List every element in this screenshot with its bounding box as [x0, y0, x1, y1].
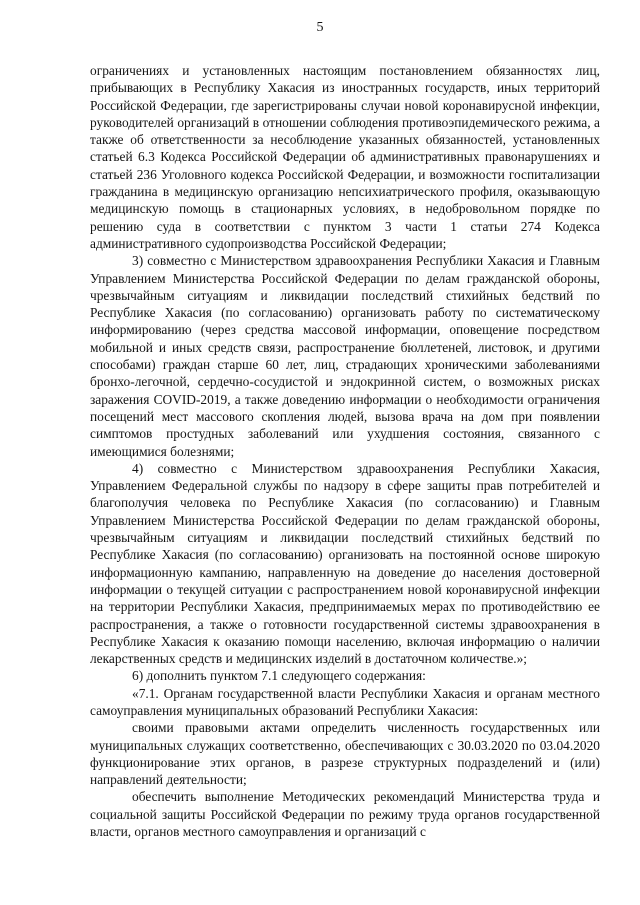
paragraph-obligations-continuation: ограничениях и установленных настоящим постановлением обязанностях лиц, прибывающих в Республику Хакасия из иностранных государств, иных территорий Российской Федерации, где зарегистрированы случаи новой коронавирусной инфекции, руководителей организаций в отношении соблюдения противоэпидемического режима, а также об ответственности за несоблюдение указанных обязанностей, установленных статьей 6.3 Кодекса Российской Федерации об административных правонарушениях и статьей 236 Уголовного кодекса Российской Федерации, и возможности госпитализации гражданина в медицинскую организацию непсихиатрического профиля, оказывающую медицинскую помощь в стационарных условиях, в недобровольном порядке по решению суда в соответствии с пунктом 3 части 1 статьи 274 Кодекса административного судопроизводства Российской Федерации;: [90, 63, 600, 251]
paragraph-point-7-1: «7.1. Органам государственной власти Республики Хакасия и органам местного самоуправления муниципальных образований Республики Хакасия:: [90, 685, 600, 718]
paragraph-item-6: 6) дополнить пунктом 7.1 следующего содержания:: [132, 668, 426, 684]
document-body: [90, 62, 600, 840]
page-number: 5: [316, 20, 324, 35]
paragraph-item-4: 4) совместно с Министерством здравоохранения Республики Хакасия, Управлением Федеральной службы по надзору в сфере защиты прав потребителей и благополучия человека по Республике Хакасия (по согласованию) и Главным Управлением Министерства Российской Федерации по делам гражданской обороны, чрезвычайным ситуациям и ликвидации последствий стихийных бедствий по Республике Хакасия (по согласованию) организовать на постоянной основе широкую информационную кампанию, направленную на доведение до населения достоверной информации о текущей ситуации с распространением новой коронавирусной инфекции на территории Республики Хакасия, предпринимаемых мерах по противодействию ее распространения, а также о готовности государственной системы здравоохранения в Республике Хакасия к оказанию помощи населению, включая информацию о наличии лекарственных средств и медицинских изделий в достаточном количестве.»;: [90, 460, 600, 667]
paragraph-methodical-recommendations: обеспечить выполнение Методических рекомендаций Министерства труда и социальной защиты Российской Федерации по режиму труда органов государственной власти, органов местного самоуправления и организаций с: [90, 789, 600, 840]
paragraph-staff-number: своими правовыми актами определить численность государственных или муниципальных служащих соответственно, обеспечивающих с 30.03.2020 по 03.04.2020 функционирование этих органов, в разрезе структурных подразделений и (или) направлений деятельности;: [90, 720, 600, 788]
paragraph-item-3: 3) совместно с Министерством здравоохранения Республики Хакасия и Главным Управлением Министерства Российской Федерации по делам гражданской обороны, чрезвычайным ситуациям и ликвидации последствий стихийных бедствий по Республике Хакасия (по согласованию) организовать работу по систематическому информированию (через средства массовой информации, оповещение посредством мобильной и иных средств связи, распространение бюллетеней, листовок, и другими способами) граждан старше 60 лет, лиц, страдающих хроническими заболеваниями бронхо-легочной, сердечно-сосудистой и эндокринной систем, о возможных рисках заражения COVID-2019, а также доведению информации о необходимости ограничения посещений мест массового скопления людей, вызова врача на дом при появлении симптомов простудных заболеваний или ухудшения состояния, связанного с имеющимися болезнями;: [90, 253, 600, 459]
